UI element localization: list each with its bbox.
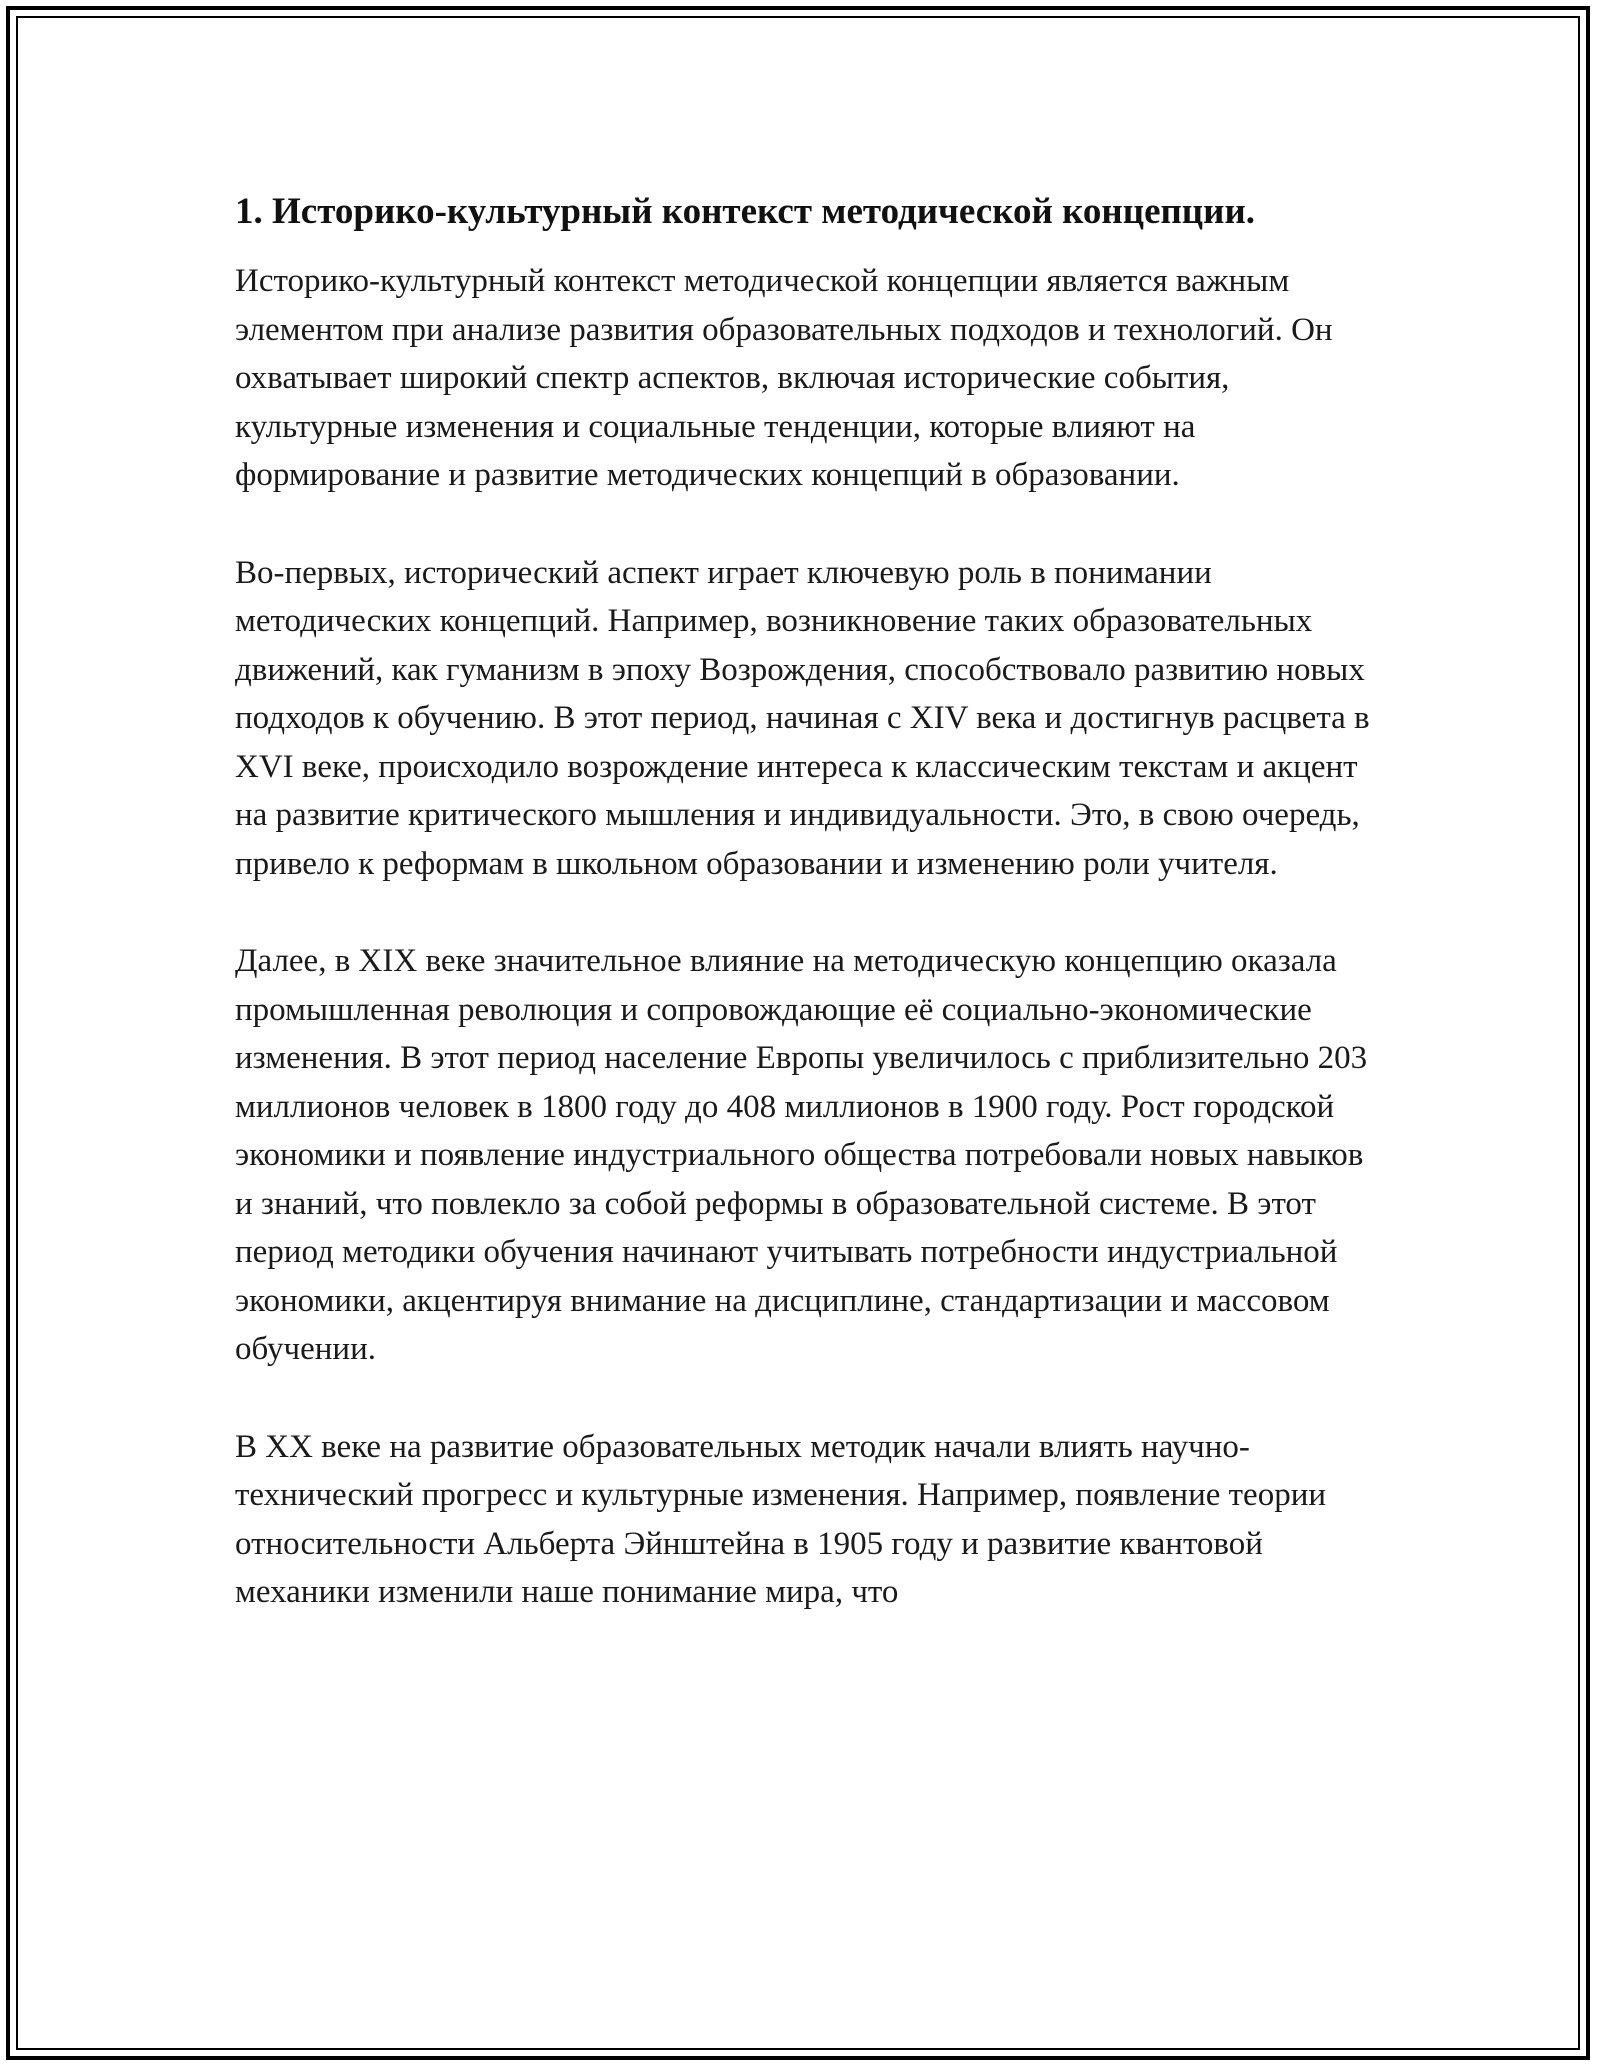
paragraph-1: Историко-культурный контекст методической концепции является важным элементом при анализе развития образовательных подходов и технологий. Он охватывает широкий спектр аспектов, включая исторические события, культурные изменения и социальные тенденции, которые влияют на формирование и развитие методических концепций в образовании. <box>235 263 1333 493</box>
paragraph-4: В XX веке на развитие образовательных методик начали влиять научно-технический прогресс и культурные изменения. Например, появление теории относительности Альберта Эйнштейна в 1905 году и развитие квантовой механики изменили наше понимание мира, что <box>235 1428 1327 1610</box>
document-body <box>235 183 1385 1617</box>
paragraph-2: Во-первых, исторический аспект играет ключевую роль в понимании методических концепций. Например, возникновение таких образовательных движений, как гуманизм в эпоху Возрождения, способствовало развитию новых подходов к обучению. В этот период, начиная с XIV века и достигнув расцвета в XVI веке, происходило возрождение интереса к классическим текстам и акцент на развитие критического мышления и индивидуальности. Это, в свою очередь, привело к реформам в школьном образовании и изменению роли учителя. <box>235 554 1370 882</box>
section-heading: 1. Историко-культурный контекст методической концепции. <box>235 191 1256 232</box>
paragraph-3: Далее, в XIX веке значительное влияние на методическую концепцию оказала промышленная революция и сопровождающие её социально-экономические изменения. В этот период население Европы увеличилось с приблизительно 203 миллионов человек в 1800 году до 408 миллионов в 1900 году. Рост городской экономики и появление индустриального общества потребовали новых навыков и знаний, что повлекло за собой реформы в образовательной системе. В этот период методики обучения начинают учитывать потребности индустриальной экономики, акцентируя внимание на дисциплине, стандартизации и массовом обучении. <box>235 943 1368 1367</box>
